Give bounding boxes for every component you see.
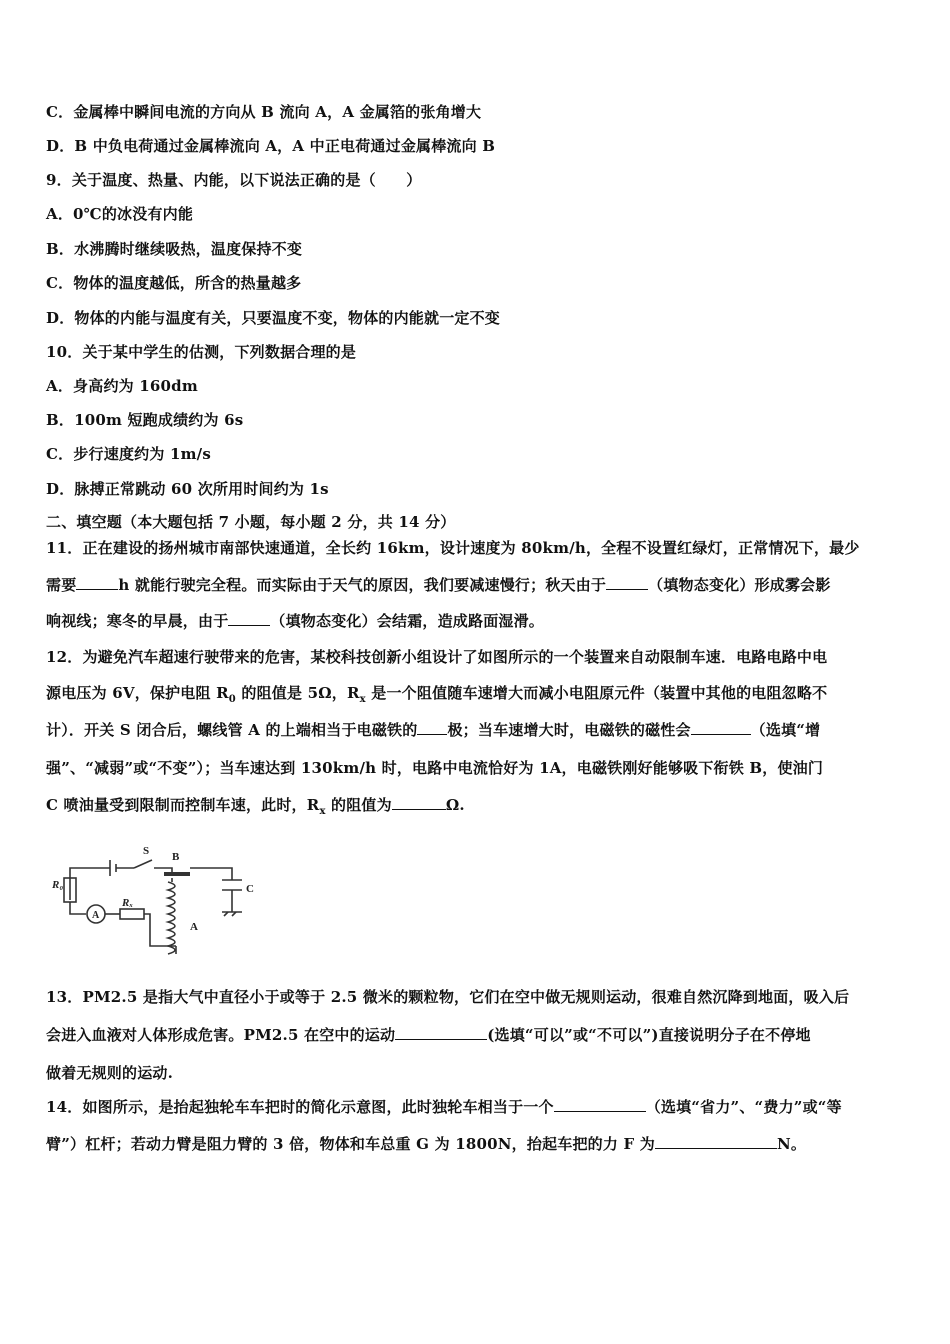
section-2-heading: 二、填空题（本大题包括 7 小题，每小题 2 分，共 14 分）: [46, 513, 456, 531]
q12-text: 是一个阻值随车速增大而减小电阻原元件（装置中其他的电阻忽略不: [365, 684, 828, 702]
answer-blank[interactable]: [392, 795, 446, 810]
label-a: A: [190, 921, 198, 933]
q11-text: 响视线；寒冬的早晨，由于: [46, 612, 229, 630]
answer-blank[interactable]: [554, 1097, 646, 1112]
subscript: x: [319, 806, 326, 817]
question-10: 10．关于某中学生的估测，下列数据合理的是: [46, 343, 357, 361]
label-r0: R₀: [52, 879, 64, 891]
q12-text: （选填“增: [750, 721, 821, 739]
question-14-line1: [46, 1097, 906, 1117]
answer-blank[interactable]: [228, 611, 270, 626]
question-12-line5: [46, 795, 906, 822]
subscript: x: [359, 694, 366, 705]
question-14-line2: [46, 1134, 906, 1154]
q12-text: C 喷油量受到限制而控制车速，此时，R: [46, 796, 320, 814]
q14-text: 臂”）杠杆；若动力臂是阻力臂的 3 倍，物体和车总重 G 为 1800N，抬起车把的力 F 为: [46, 1135, 655, 1153]
q12-text: Ω.: [445, 796, 465, 814]
q10-option-b: B．100m 短跑成绩约为 6s: [46, 411, 244, 429]
question-9: 9．关于温度、热量、内能，以下说法正确的是（ ）: [46, 171, 422, 189]
question-13-line3: 做着无规则的运动.: [46, 1064, 174, 1082]
question-11-line1: 11．正在建设的扬州城市南部快速通道，全长约 16km，设计速度为 80km/h，全程不设置红绿灯，正常情况下，最少: [46, 539, 860, 557]
answer-blank[interactable]: [417, 720, 447, 735]
q9-option-b: B．水沸腾时继续吸热，温度保持不变: [46, 240, 303, 258]
option-d-q8: D．B 中负电荷通过金属棒流向 A，A 中正电荷通过金属棒流向 B: [46, 137, 496, 155]
q14-text: N。: [776, 1135, 807, 1153]
q14-text: （选填“省力”、“费力”或“等: [645, 1098, 842, 1116]
question-12-line1: 12．为避免汽车超速行驶带来的危害，某校科技创新小组设计了如图所示的一个装置来自动限制车速．电路电路中电: [46, 648, 828, 666]
q13-text: 会进入血液对人体形成危害。PM2.5 在空中的运动: [46, 1026, 396, 1044]
ammeter-label: A: [92, 910, 100, 921]
q12-text: 极；当车速增大时，电磁铁的磁性会: [447, 721, 691, 739]
subscript: 0: [228, 694, 236, 705]
q12-text: 的阻值是 5Ω，R: [235, 684, 360, 702]
question-12-line2: [46, 683, 906, 710]
q11-text: （填物态变化）会结霜，造成路面湿滑。: [270, 612, 545, 630]
q10-option-d: D．脉搏正常跳动 60 次所用时间约为 1s: [46, 480, 329, 498]
q13-text: (选填“可以”或“不可以”)直接说明分子在不停地: [487, 1026, 811, 1044]
answer-blank[interactable]: [606, 575, 648, 590]
question-11-line2: [46, 575, 906, 595]
circuit-diagram: [52, 838, 282, 964]
q12-text: 源电压为 6V，保护电阻 R: [46, 684, 229, 702]
label-s: S: [143, 845, 150, 857]
option-c-q8: C．金属棒中瞬间电流的方向从 B 流向 A，A 金属箔的张角增大: [46, 103, 482, 121]
q12-text: 的阻值为: [325, 796, 392, 814]
label-c: C: [246, 883, 254, 895]
label-rx: Rₓ: [122, 897, 134, 909]
q9-option-c: C．物体的温度越低，所含的热量越多: [46, 274, 302, 292]
label-b: B: [172, 851, 180, 863]
q11-text: h 就能行驶完全程。而实际由于天气的原因，我们要减速慢行；秋天由于: [118, 576, 607, 594]
q10-option-a: A．身高约为 160dm: [46, 377, 198, 395]
q9-option-d: D．物体的内能与温度有关，只要温度不变，物体的内能就一定不变: [46, 309, 501, 327]
answer-blank[interactable]: [691, 720, 751, 735]
question-13-line2: [46, 1025, 906, 1045]
question-11-line3: [46, 611, 906, 631]
answer-blank[interactable]: [76, 575, 118, 590]
question-12-line4: 强”、“减弱”或“不变”）；当车速达到 130km/h 时，电路中电流恰好为 1A，电磁铁刚好能够吸下衔铁 B，使油门: [46, 759, 824, 777]
answer-blank[interactable]: [655, 1134, 777, 1149]
q14-text: 14．如图所示，是抬起独轮车车把时的简化示意图，此时独轮车相当于一个: [46, 1098, 554, 1116]
q11-text: （填物态变化）形成雾会影: [648, 576, 831, 594]
q12-text: 计）．开关 S 闭合后，螺线管 A 的上端相当于电磁铁的: [46, 721, 418, 739]
q11-text: 需要: [46, 576, 77, 594]
question-13-line1: 13．PM2.5 是指大气中直径小于或等于 2.5 微米的颗粒物，它们在空中做无规则运动，很难自然沉降到地面，吸入后: [46, 988, 850, 1006]
q9-option-a: A．0℃的冰没有内能: [46, 205, 194, 223]
answer-blank[interactable]: [395, 1025, 487, 1040]
q10-option-c: C．步行速度约为 1m/s: [46, 445, 211, 463]
question-12-line3: [46, 720, 906, 740]
